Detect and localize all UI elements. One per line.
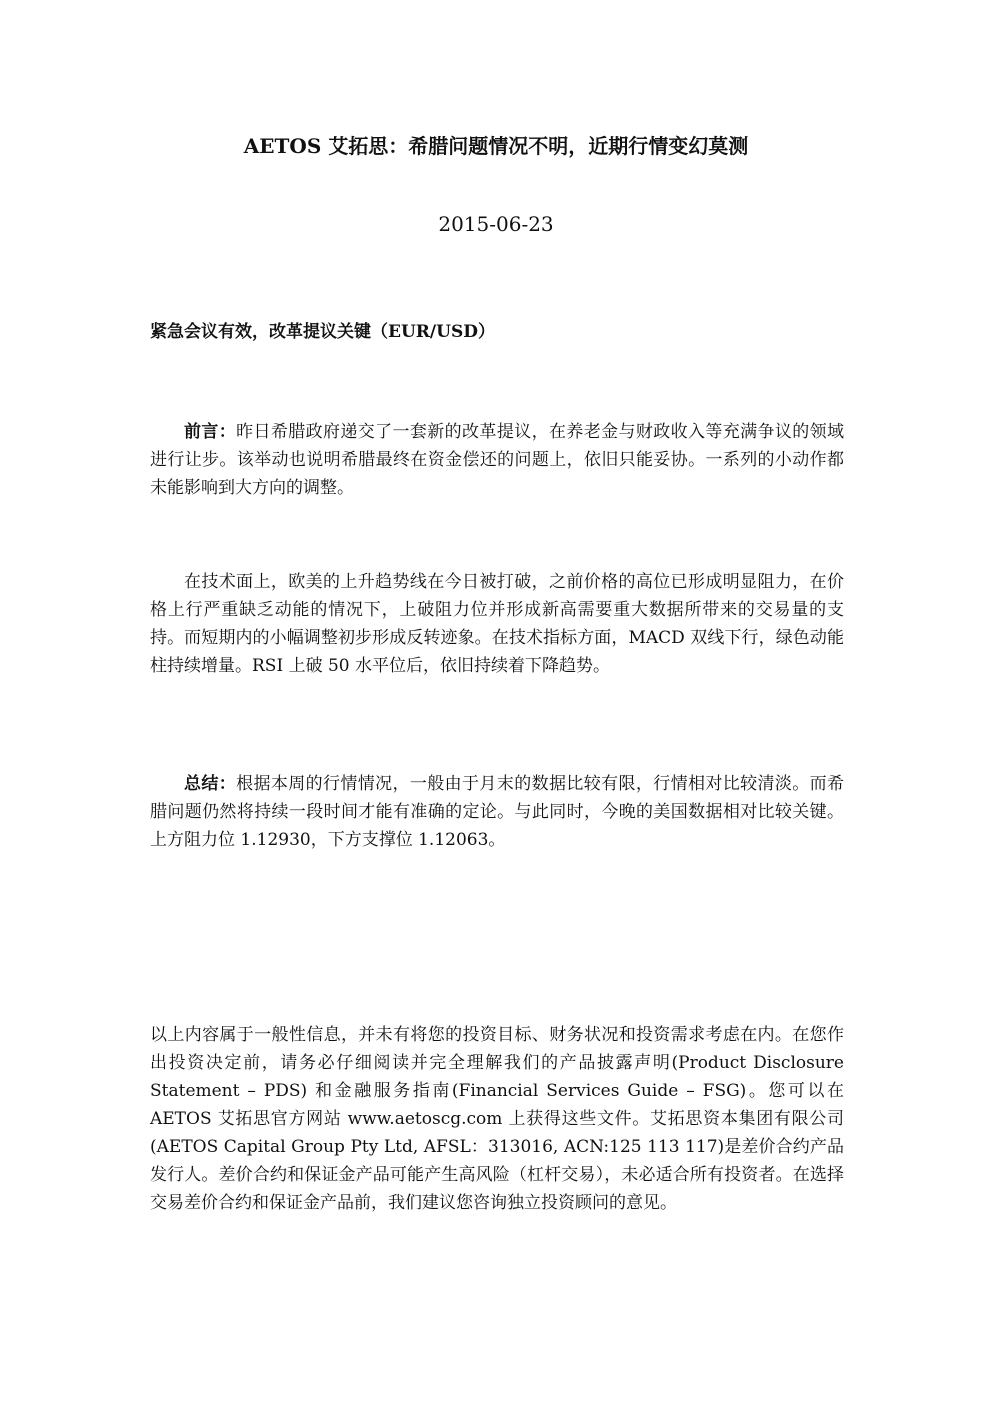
preface-paragraph (150, 418, 844, 502)
summary-paragraph (150, 770, 844, 854)
document-date: 2015-06-23 (438, 212, 554, 236)
summary-label: 总结： (184, 774, 237, 794)
technical-paragraph (150, 568, 844, 680)
disclaimer-paragraph (150, 1021, 844, 1217)
document-title: AETOS 艾拓思：希腊问题情况不明，近期行情变幻莫测 (243, 134, 749, 158)
technical-text: 在技术面上，欧美的上升趋势线在今日被打破，之前价格的高位已形成明显阻力，在价格上行严重缺乏动能的情况下，上破阻力位并形成新高需要重大数据所带来的交易量的支持。而短期内的小幅调整初步形成反转迹象。在技术指标方面，MACD 双线下行，绿色动能柱持续增量。RSI 上破 50 水平位后，依旧持续着下降趋势。 (150, 572, 844, 676)
preface-text: 昨日希腊政府递交了一套新的改革提议，在养老金与财政收入等充满争议的领域进行让步。该举动也说明希腊最终在资金偿还的问题上，依旧只能妥协。一系列的小动作都未能影响到大方向的调整。 (150, 422, 845, 498)
disclaimer-text: 以上内容属于一般性信息，并未有将您的投资目标、财务状况和投资需求考虑在内。在您作出投资决定前，请务必仔细阅读并完全理解我们的产品披露声明(Product Disclosure Statement – PDS) 和金融服务指南(Financial Services Guide – FSG)。您可以在 AETOS 艾拓思官方网站 www.aetoscg.com 上获得这些文件。艾拓思资本集团有限公司(AETOS Capital Group Pty Ltd, AFSL：313016, ACN:125 113 117)是差价合约产品发行人。差价合约和保证金产品可能产生高风险（杠杆交易），未必适合所有投资者。在选择交易差价合约和保证金产品前，我们建议您咨询独立投资顾问的意见。 (150, 1025, 844, 1213)
summary-text: 根据本周的行情情况，一般由于月末的数据比较有限，行情相对比较清淡。而希腊问题仍然将持续一段时间才能有准确的定论。与此同时，今晚的美国数据相对比较关键。上方阻力位 1.12930，下方支撑位 1.12063。 (150, 774, 845, 850)
preface-label: 前言： (184, 422, 237, 442)
section-subtitle: 紧急会议有效，改革提议关键（EUR/USD） (150, 322, 495, 342)
